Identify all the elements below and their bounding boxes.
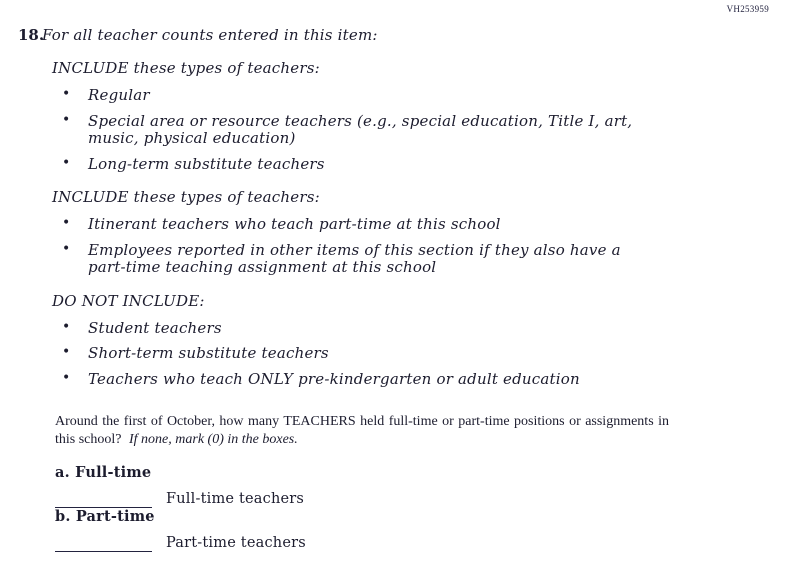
include-section-1-list xyxy=(52,87,644,173)
list-item-text: Long-term substitute teachers xyxy=(88,154,325,173)
list-item-text: Employees reported in other items of this section if they also have a part-time teaching assignment at this school xyxy=(88,240,621,276)
include-section-2 xyxy=(52,189,718,277)
include-section-2-list xyxy=(52,216,644,277)
part-time-label: b. Part-time xyxy=(55,508,155,525)
full-time-row xyxy=(55,491,306,508)
full-time-unit-label: Full-time teachers xyxy=(166,491,305,507)
question-intro: For all teacher counts entered in this item: xyxy=(42,26,378,44)
list-item-text: Regular xyxy=(88,86,150,104)
list-item xyxy=(52,216,644,234)
list-item xyxy=(52,113,644,148)
bullet-icon: • xyxy=(62,86,71,102)
list-item-text: Student teachers xyxy=(88,318,222,337)
part-time-response-group xyxy=(55,508,306,552)
bullet-icon: • xyxy=(62,240,71,257)
list-item xyxy=(52,371,644,389)
response-area xyxy=(55,464,306,552)
prompt-main-text: Around the first of October, how many TEACHERS held full-time or part-time positions or assignments in this school? xyxy=(55,414,669,447)
do-not-include-list xyxy=(52,320,644,389)
prompt-italic-note: If none, mark (0) in the boxes. xyxy=(129,431,298,447)
list-item xyxy=(52,320,644,338)
include-section-2-heading: INCLUDE these types of teachers: xyxy=(52,188,320,206)
list-item xyxy=(52,87,644,105)
list-item-text: Teachers who teach ONLY pre-kindergarten or adult education xyxy=(88,369,580,388)
list-item-text: Short-term substitute teachers xyxy=(88,344,329,362)
bullet-icon: • xyxy=(62,344,71,360)
list-item xyxy=(52,242,644,277)
list-item-text: Special area or resource teachers (e.g., special education, Title I, art, music, physical education) xyxy=(88,111,633,147)
list-item-text: Itinerant teachers who teach part-time at this school xyxy=(88,215,501,233)
include-section-1 xyxy=(52,60,718,173)
bullet-icon: • xyxy=(62,215,71,231)
question-header xyxy=(18,27,718,44)
include-section-1-heading: INCLUDE these types of teachers: xyxy=(52,59,320,77)
bullet-icon: • xyxy=(62,369,71,386)
full-time-count-input[interactable] xyxy=(55,492,152,508)
form-code: VH253959 xyxy=(726,4,769,14)
bullet-icon: • xyxy=(62,154,71,171)
full-time-label: a. Full-time xyxy=(55,464,152,481)
full-time-response-group xyxy=(55,464,306,508)
do-not-include-heading: DO NOT INCLUDE: xyxy=(52,291,205,310)
question-body xyxy=(52,60,718,388)
list-item xyxy=(52,156,644,174)
part-time-unit-label: Part-time teachers xyxy=(166,535,306,551)
do-not-include-section xyxy=(52,293,718,389)
part-time-row xyxy=(55,535,306,552)
question-prompt xyxy=(55,413,669,448)
part-time-count-input[interactable] xyxy=(55,536,152,552)
bullet-icon: • xyxy=(62,111,71,128)
question-number: 18. xyxy=(18,26,45,44)
bullet-icon: • xyxy=(62,318,71,335)
question-item-18 xyxy=(18,27,718,388)
list-item xyxy=(52,345,644,363)
